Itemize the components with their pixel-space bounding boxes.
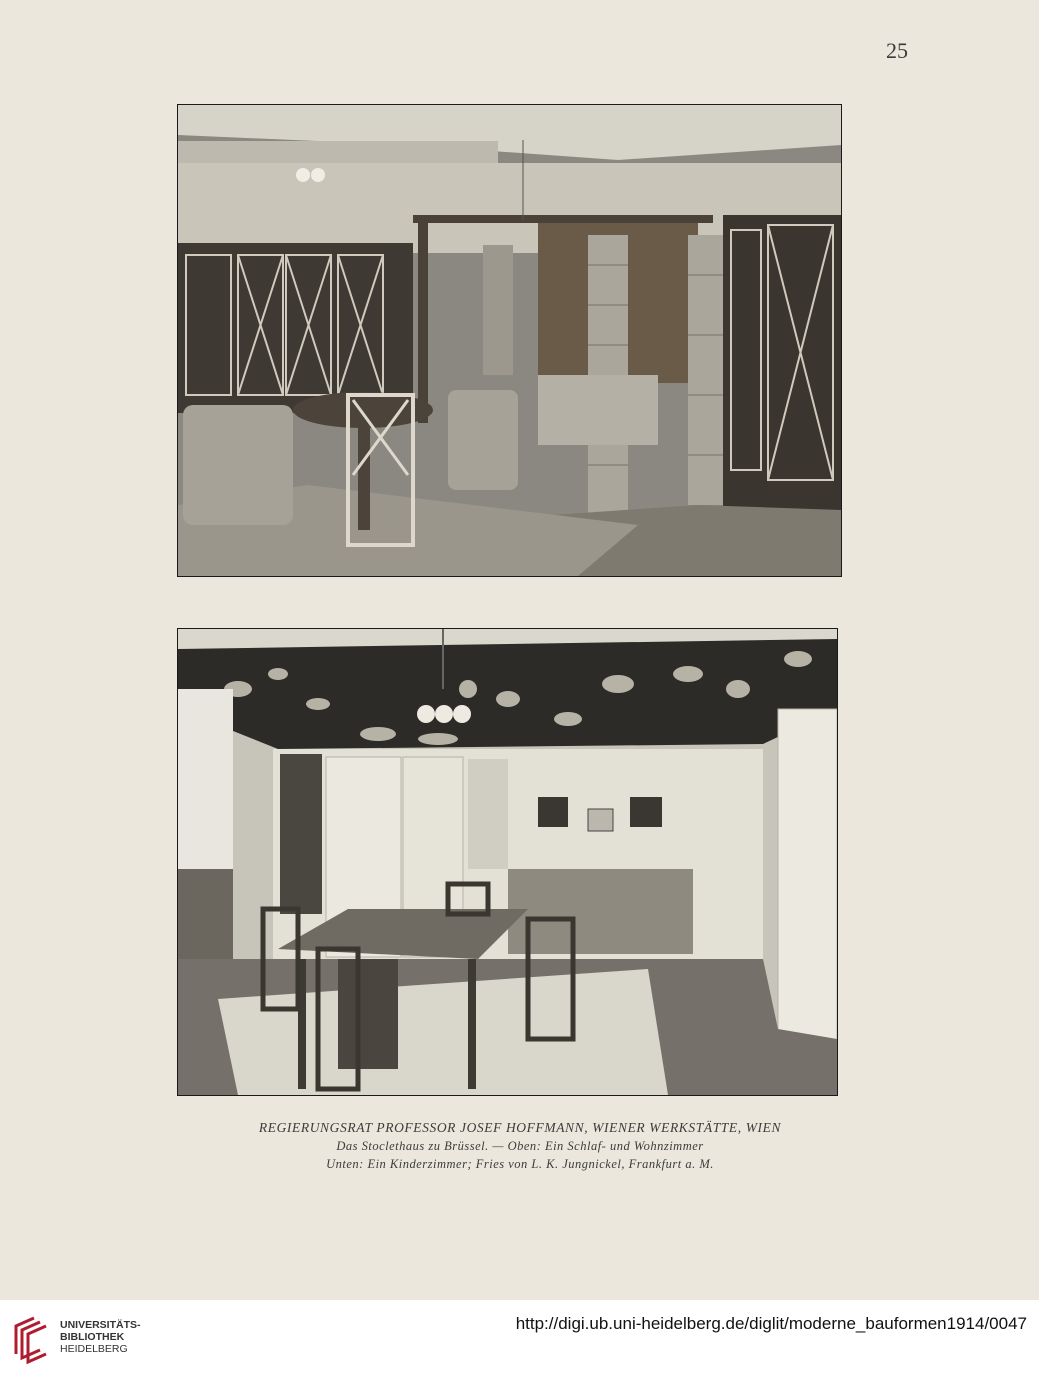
footer-bar [0, 1300, 1039, 1376]
caption-line-3: Unten: Ein Kinderzimmer; Fries von L. K. Jungnickel, Frankfurt a. M. [326, 1157, 714, 1171]
caption-line-2: Das Stoclethaus zu Brüssel. — Oben: Ein Schlaf- und Wohnzimmer [336, 1139, 704, 1153]
library-name [60, 1319, 141, 1355]
page-number: 25 [886, 38, 908, 63]
photo-bedroom-living-room [177, 104, 842, 577]
library-name-line-1: UNIVERSITÄTS- [60, 1319, 141, 1331]
library-logo-icon [10, 1314, 50, 1364]
photo-childrens-room [177, 628, 838, 1096]
library-name-line-3: HEIDELBERG [60, 1343, 128, 1355]
source-url-link[interactable]: http://digi.ub.uni-heidelberg.de/diglit/moderne_bauformen1914/0047 [515, 1314, 1027, 1333]
caption-title: REGIERUNGSRAT PROFESSOR JOSEF HOFFMANN, WIENER WERKSTÄTTE, WIEN [258, 1120, 782, 1135]
library-name-line-2: BIBLIOTHEK [60, 1331, 125, 1343]
